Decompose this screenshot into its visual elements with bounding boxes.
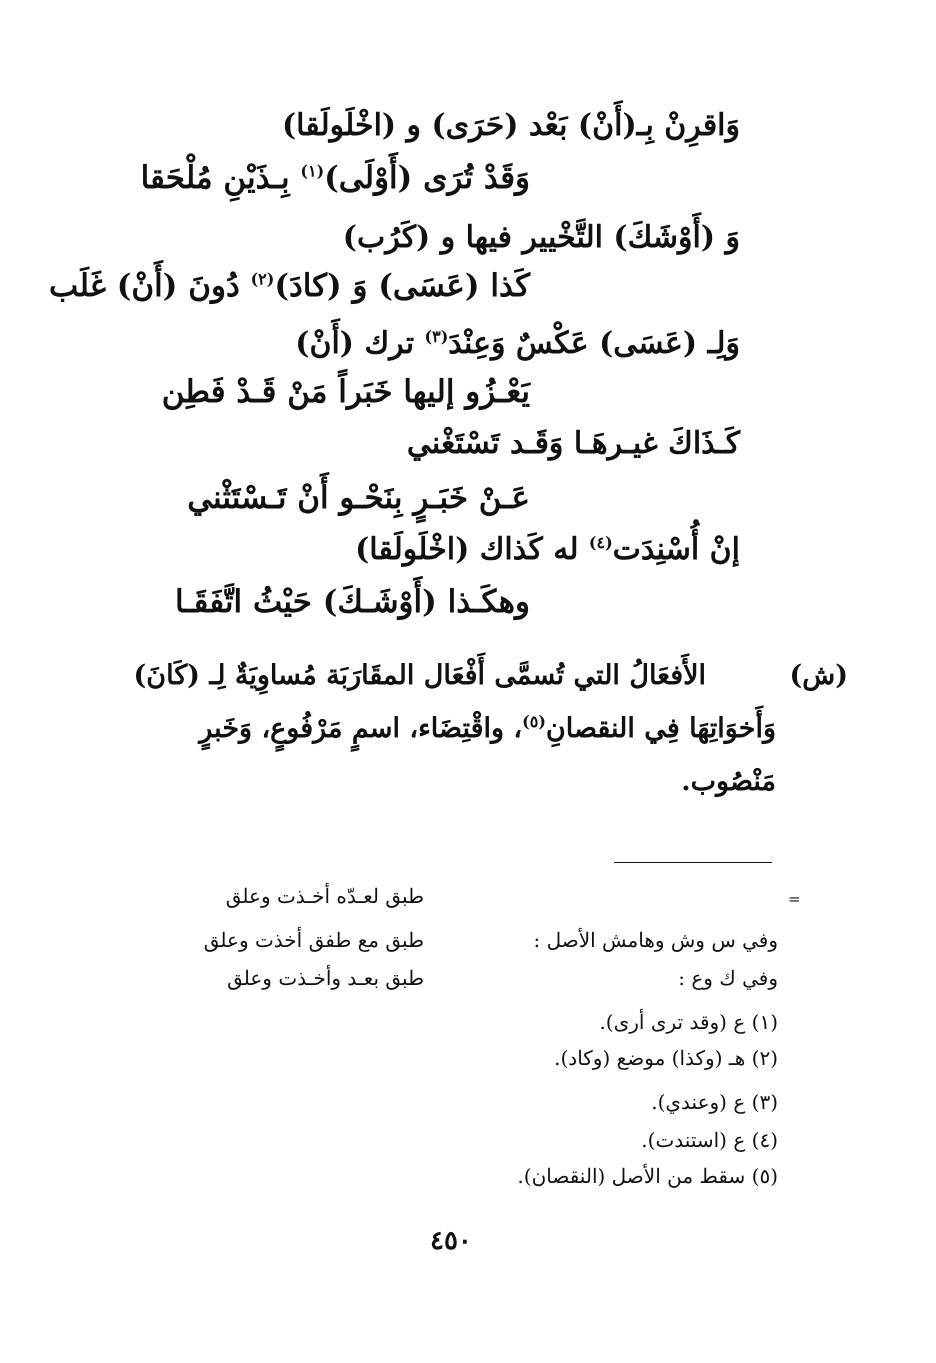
- variant-2-source: وفي س وش وهامش الأصل :: [533, 928, 778, 952]
- footnote-1: (١) ع (وقد ترى أرى).: [599, 1010, 778, 1034]
- footnote-ref: (٤): [588, 533, 613, 552]
- verse-4: كَذا (عَسَى) وَ (كادَ)$^{(٢)}$ دُونَ (أَنْ) غَلَب: [49, 268, 530, 304]
- verse-6: يَعْـزُو إليها خَبَراً مَنْ قَـدْ فَطِن: [161, 374, 530, 410]
- continuation-mark: =: [788, 890, 801, 908]
- commentary-line-1: الأَفعَالُ التي تُسمَّى أَفْعَال المقَارَبَة مُساوِيَةٌ لِـ (كَانَ): [133, 660, 706, 691]
- commentary-marker: (ش): [789, 660, 848, 691]
- footnote-ref: (٣): [424, 327, 449, 346]
- footnote-ref: (٥): [522, 712, 546, 731]
- footnote-4: (٤) ع (استندت).: [641, 1128, 778, 1152]
- verse-5: وَلِـ (عَسَى) عَكْسٌ وَعِنْدَ$^{(٣)}$ ترك (أَنْ): [295, 326, 740, 361]
- commentary-line-2: وَأَخوَاتِهَا فِي النقصانِ$^{(٥)}$، واقْتِضَاء، اسمٍ مَرْفُوعٍ، وَخَبرٍ: [199, 712, 776, 744]
- variant-2-text: طبق مع طفق أخذت وعلق: [203, 928, 424, 952]
- variant-3-source: وفي ك وع :: [678, 966, 778, 990]
- footnote-ref: (٢): [250, 269, 275, 289]
- commentary-line-3: مَنْصُوب.: [681, 766, 776, 797]
- verse-8: عَـنْ خَبَـرٍ بِنَحْـو أَنْ تَـسْتَثْني: [187, 480, 530, 516]
- verse-1: وَاقرِنْ بِـ(أَنْ) بَعْد (حَرَى) و (اخْلَولَقا): [281, 108, 740, 143]
- verse-3: وَ (أَوْشَكَ) التَّخْيير فيها و (كَرُب): [342, 220, 740, 255]
- variant-1-text: طبق لعـدّه أخـذت وعلق: [225, 884, 424, 908]
- variant-3-text: طبق بعـد وأخـذت وعلق: [227, 966, 424, 990]
- footnote-5: (٥) سقط من الأصل (النقصان).: [517, 1164, 778, 1188]
- verse-10: وهكَـذا (أَوْشَـكَ) حَيْثُ اتَّفَقَـا: [175, 584, 530, 620]
- page-number: ٤٥٠: [430, 1226, 472, 1256]
- verse-7: كَـذَاكَ غيـرهَـا وَقَـد تَسْتَغْني: [406, 426, 740, 461]
- footnote-rule: [614, 862, 772, 863]
- footnote-ref: (١): [300, 161, 325, 181]
- footnote-3: (٣) ع (وعندي).: [651, 1090, 778, 1114]
- footnote-2: (٢) هـ (وكذا) موضع (وكاد).: [554, 1046, 778, 1070]
- verse-2: وَقَدْ تُرَى (أَوْلَى)$^{(١)}$ بِـذَيْنِ مُلْحَقا: [140, 160, 530, 196]
- verse-9: إنْ أُسْنِدَت$^{(٤)}$ له كَذاك (اخْلَولَقا): [355, 532, 740, 567]
